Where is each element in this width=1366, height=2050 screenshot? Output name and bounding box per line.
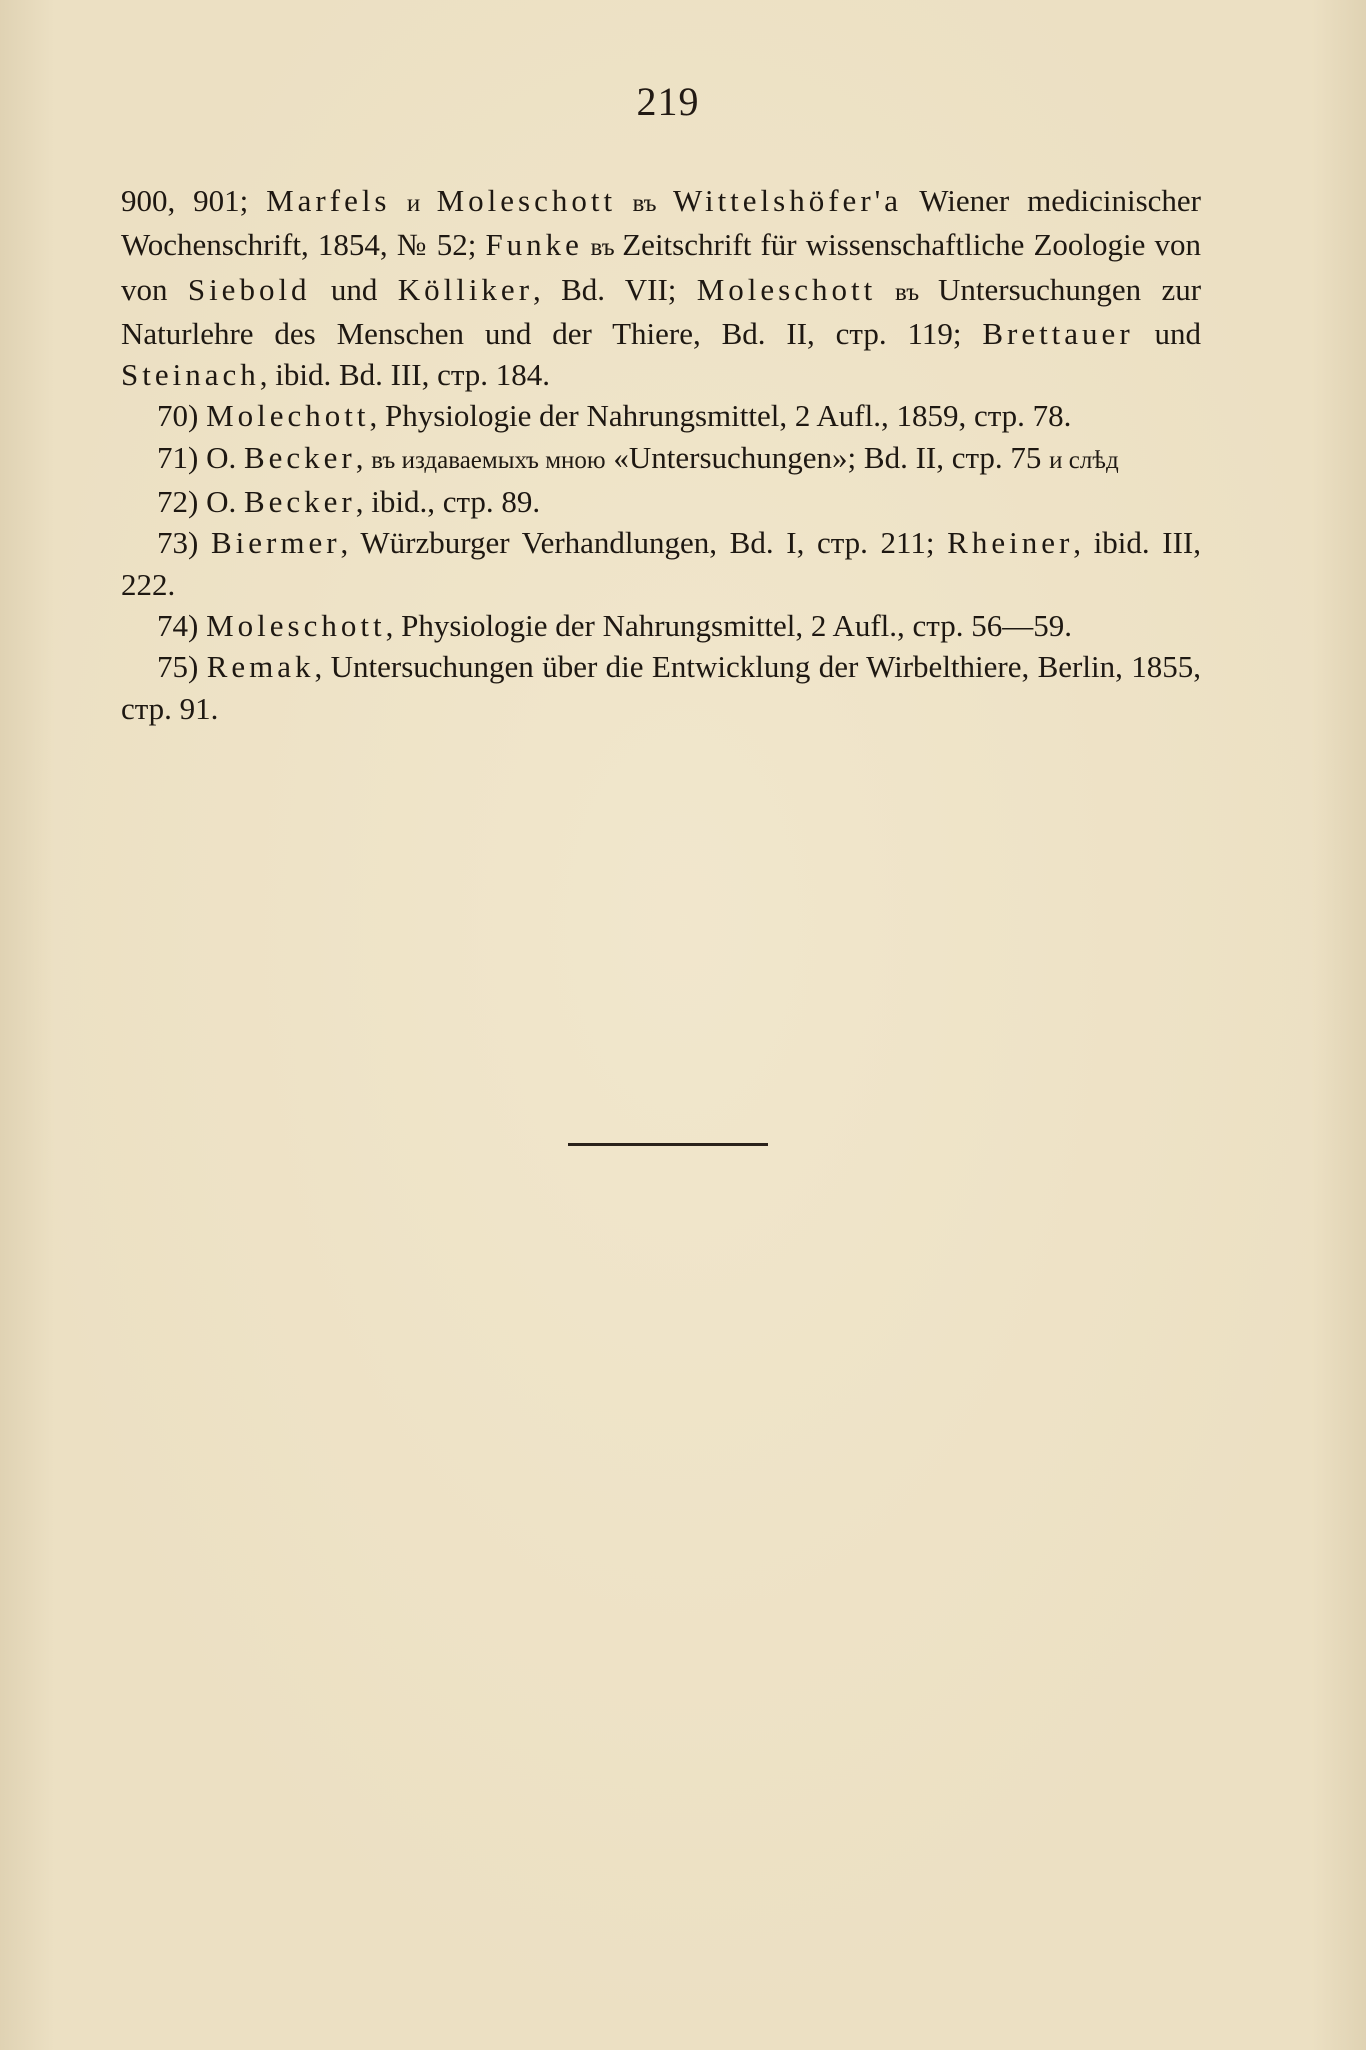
footnote-74 (121, 605, 1201, 646)
note-text: «Untersuchungen»; Bd. II, стр. 75 (605, 439, 1050, 475)
author-name: Biermer (210, 525, 341, 561)
note-text: 73) (157, 525, 211, 561)
author-name: Brettauer (982, 315, 1134, 351)
note-text: , Physiologie der Nahrungsmittel, 2 Aufl., 1859, стр. 78. (369, 398, 1072, 434)
footnote-71 (121, 437, 1201, 481)
author-name: Steinach (121, 357, 260, 393)
author-name: Becker (243, 484, 356, 520)
footnote-75 (121, 646, 1201, 729)
note-text: , ibid. III, 222. (121, 525, 1201, 602)
footnote-73 (121, 522, 1201, 605)
note-text: Untersuchungen zur Naturlehre des Menschen und der Thiere, Bd. II, стр. 119; (121, 271, 1202, 351)
note-text: 71) O. (157, 439, 244, 475)
page-number: 219 (636, 79, 700, 124)
cyrillic-word: въ (616, 190, 673, 217)
author-name: Molechott (206, 398, 370, 434)
note-text: , Untersuchungen über die Entwicklung der Wirbelthiere, Berlin, 1855, стр. 91. (121, 649, 1201, 726)
author-name: Siebold (187, 271, 311, 307)
note-text: und (1133, 315, 1202, 351)
author-name: Moleschott (696, 271, 877, 307)
note-text: 75) (157, 649, 207, 685)
note-text: 70) (157, 398, 207, 434)
footnote-72 (121, 481, 1201, 522)
section-divider-rule (568, 1143, 768, 1146)
note-text: , Würzburger Verhandlungen, Bd. I, стр. 211; (340, 525, 948, 561)
cyrillic-word: въ издаваемыхъ мною (371, 446, 606, 474)
note-text: und (310, 271, 398, 307)
author-name: Moleschott (436, 183, 617, 218)
note-text: , Bd. VII; (533, 271, 697, 307)
note-text: 900, 901; (121, 183, 267, 218)
note-text: Wiener medicinischer Wochenschrift, 1854, № 52; (121, 183, 1201, 263)
cyrillic-word: въ (876, 278, 938, 306)
note-text: , Physiologie der Nahrungsmittel, 2 Aufl., стр. 56—59. (385, 607, 1072, 643)
author-name: Becker (243, 439, 356, 475)
author-name: Rheiner (947, 525, 1074, 561)
author-name: Remak (206, 649, 315, 685)
cyrillic-word: и (390, 190, 437, 217)
note-text: 74) (157, 607, 207, 643)
footnote-continuation (121, 180, 1201, 395)
note-text: , ibid., стр. 89. (355, 484, 541, 520)
note-text: Zeitschrift für wissenschaftliche Zoologie von von (121, 227, 1201, 307)
author-name: Kölliker (397, 271, 534, 307)
cyrillic-word: въ (582, 234, 623, 262)
note-text: , ibid. Bd. III, стр. 184. (259, 357, 551, 393)
footnotes-block (121, 180, 1201, 729)
cyrillic-word: и слѣд (1049, 446, 1119, 474)
footnote-70 (121, 395, 1201, 436)
note-text: 72) O. (157, 484, 244, 520)
author-name: Funke (485, 227, 583, 263)
author-name: Wittelshöfer'a (672, 183, 902, 218)
author-name: Marfels (266, 183, 391, 218)
author-name: Moleschott (206, 607, 386, 643)
note-text: , (355, 439, 372, 475)
